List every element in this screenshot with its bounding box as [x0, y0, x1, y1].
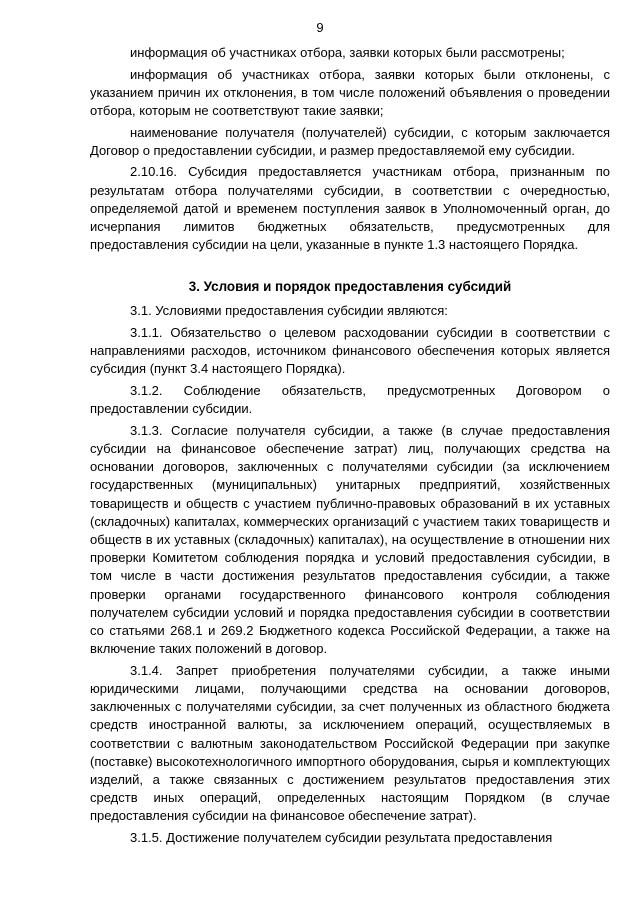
- section-heading: 3. Условия и порядок предоставления субсидий: [188, 279, 512, 295]
- paragraph-3-1-2: 3.1.2. Соблюдение обязательств, предусмотренных Договором о предоставлении субсидии.: [90, 383, 610, 417]
- paragraph-3-1-1: 3.1.1. Обязательство о целевом расходовании субсидии в соответствии с направлениями расходов, источником финансового обеспечения которых является субсидия (пункт 3.4 настоящего Порядка).: [90, 325, 610, 377]
- paragraph-3-1-4: 3.1.4. Запрет приобретения получателями субсидии, а также иными юридическими лицами, получающими средства на основании договоров, заключенных с получателями субсидии, за счет полученных из областного бюджета средств иностранной валюты, за исключением операций, осуществляемых в соответствии с валютным законодательством Российской Федерации при закупке (поставке) высокотехнологичного импортного оборудования, сырья и комплектующих изделий, а также связанных с достижением результатов предоставления этих средств иных операций, определенных настоящим Порядком (в случае предоставления субсидии на финансовое обеспечение затрат).: [90, 662, 610, 824]
- paragraph-recipient-name: наименование получателя (получателей) субсидии, с которым заключается Договор о предоставлении субсидии, и размер предоставляемой ему субсидии.: [90, 124, 610, 158]
- paragraph-reviewed-applications: информация об участниках отбора, заявки которых были рассмотрены;: [130, 45, 565, 60]
- paragraph-2-10-16: 2.10.16. Субсидия предоставляется участникам отбора, признанным по результатам отбора получателями субсидии, в соответствии с очередностью, определяемой датой и временем поступления заявок в Уполномоченный орган, до исчерпания лимитов бюджетных обязательств, предусмотренных для предоставления субсидии на цели, указанные в пункте 1.3 настоящего Порядка.: [90, 164, 610, 253]
- paragraph-3-1: 3.1. Условиями предоставления субсидии являются:: [130, 303, 448, 319]
- paragraph-3-1-3: 3.1.3. Согласие получателя субсидии, а также (в случае предоставления субсидии на финансовое обеспечение затрат) лиц, получающих средства на основании договоров, заключенных с получателями субсидии (за исключением государственных (муниципальных) унитарных предприятий, хозяйственных товариществ и обществ с участием публично-правовых образований в их уставных (складочных) капиталах, коммерческих организаций с участием таких товариществ и обществ в их уставных (складочных) капиталах), на осуществление в отношении них проверки Комитетом соблюдения порядка и условий предоставления субсидии, в том числе в части достижения результатов предоставления субсидии, а также проверки органами государственного финансового контроля соблюдения получателем субсидии условий и порядка предоставления субсидии в соответствии со статьями 268.1 и 269.2 Бюджетного кодекса Российской Федерации, а также на включение таких положений в договор.: [90, 422, 610, 657]
- paragraph-rejected-applications: информация об участниках отбора, заявки которых были отклонены, с указанием причин их отклонения, в том числе положений объявления о проведении отбора, которым не соответствуют такие заявки;: [90, 66, 610, 118]
- page-number: 9: [316, 20, 324, 35]
- document-body: [90, 44, 610, 851]
- paragraph-3-1-5: 3.1.5. Достижение получателем субсидии результата предоставления: [130, 830, 553, 846]
